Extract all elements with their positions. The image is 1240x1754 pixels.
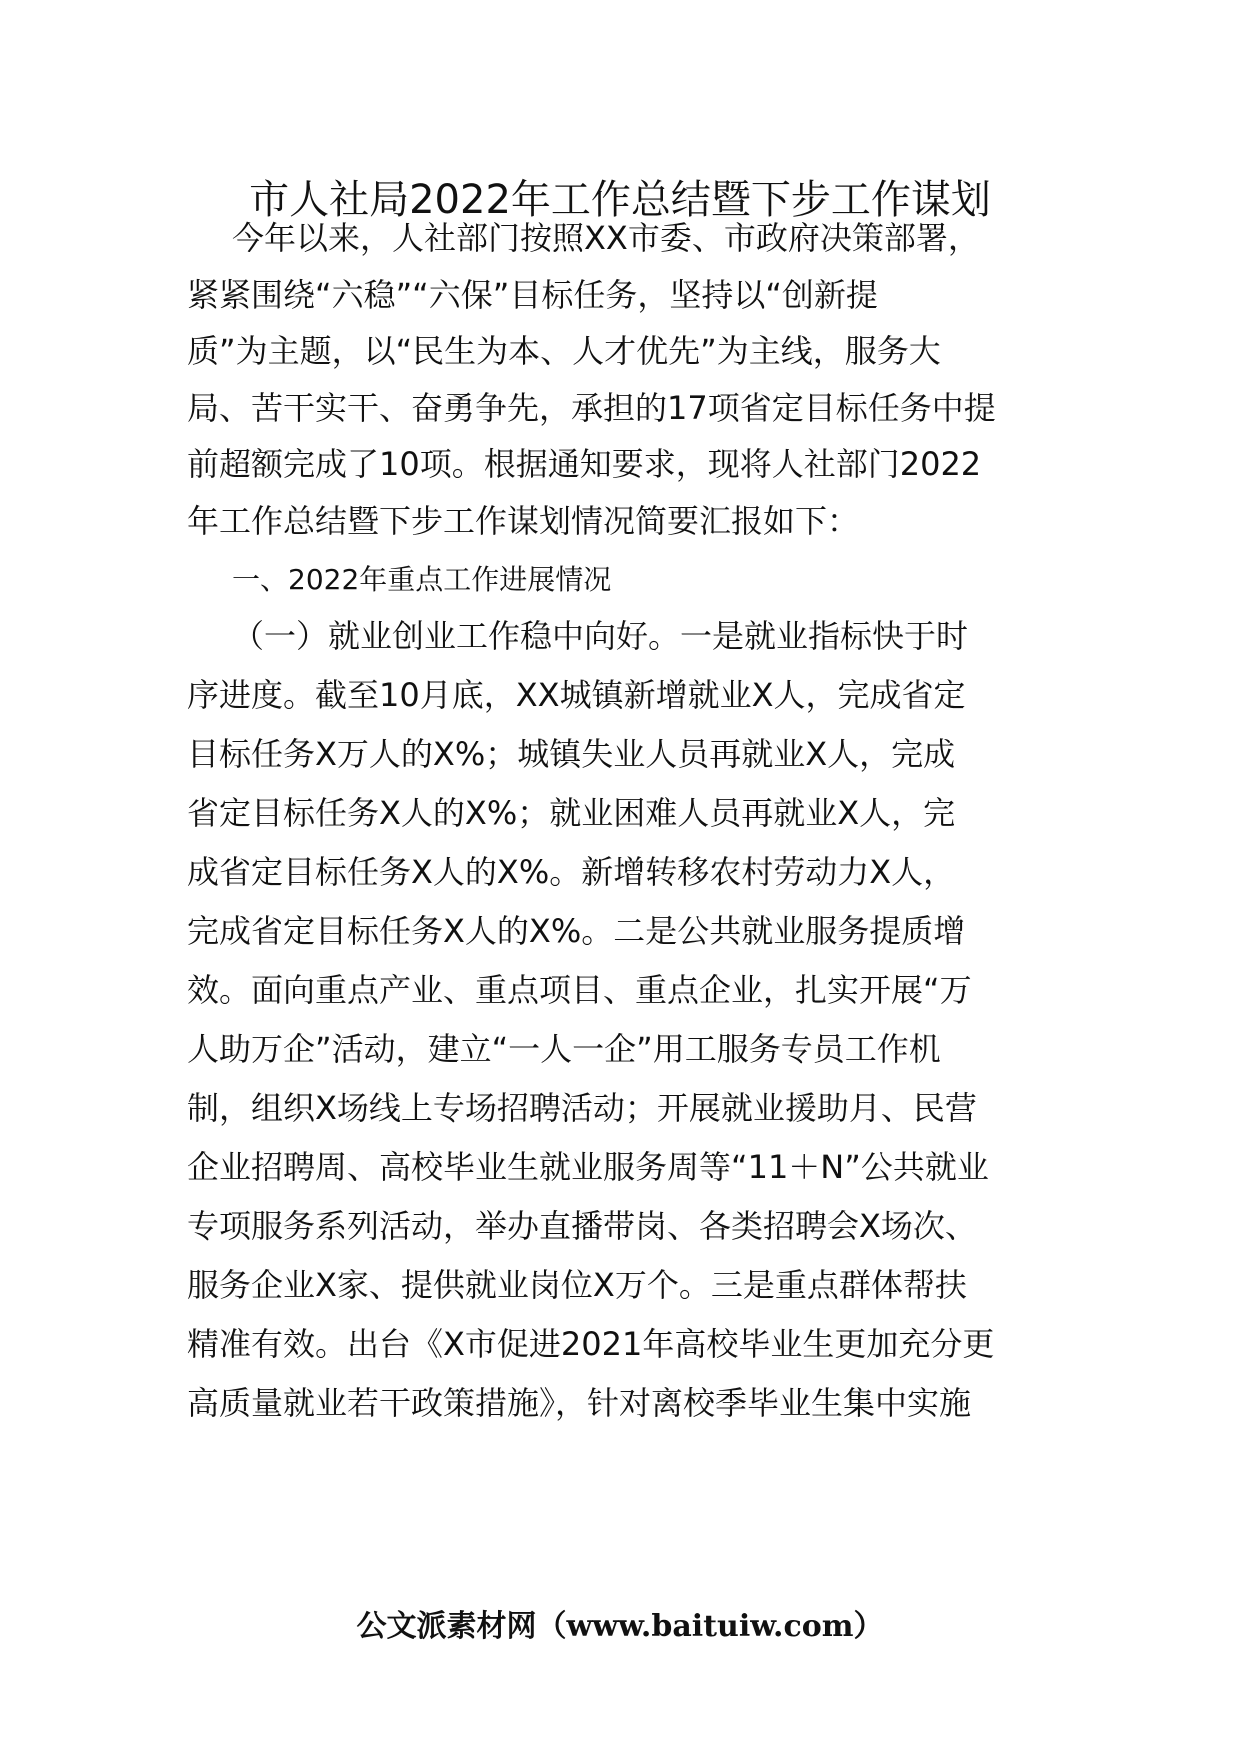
- paragraph-line: 服务企业X家、提供就业岗位X万个。三是重点群体帮扶: [187, 1266, 967, 1304]
- paragraph-line: 省定目标任务X人的X%；就业困难人员再就业X人，完: [187, 794, 956, 832]
- paragraph-line: 紧紧围绕“六稳”“六保”目标任务，坚持以“创新提: [187, 276, 878, 314]
- paragraph-line: 目标任务X万人的X%；城镇失业人员再就业X人，完成: [187, 735, 956, 773]
- paragraph-line: 局、苦干实干、奋勇争先，承担的17项省定目标任务中提: [187, 389, 996, 427]
- paragraph-line: 精准有效。出台《X市促进2021年高校毕业生更加充分更: [187, 1325, 995, 1363]
- paragraph-line: 今年以来，人社部门按照XX市委、市政府决策部署，: [232, 219, 980, 257]
- paragraph-line: （一）就业创业工作稳中向好。一是就业指标快于时: [232, 617, 969, 655]
- section-heading: 一、2022年重点工作进展情况: [232, 563, 612, 596]
- paragraph-line: 企业招聘周、高校毕业生就业服务周等“11＋N”公共就业: [187, 1148, 989, 1186]
- paragraph-line: 高质量就业若干政策措施》，针对离校季毕业生集中实施: [187, 1384, 972, 1422]
- document-title: 市人社局2022年工作总结暨下步工作谋划: [249, 177, 991, 223]
- paragraph-line: 人助万企”活动，建立“一人一企”用工服务专员工作机: [187, 1030, 941, 1068]
- paragraph-line: 制，组织X场线上专场招聘活动；开展就业援助月、民营: [187, 1089, 977, 1127]
- paragraph-line: 年工作总结暨下步工作谋划情况简要汇报如下：: [187, 502, 860, 540]
- paragraph-line: 效。面向重点产业、重点项目、重点企业，扎实开展“万: [187, 971, 972, 1009]
- footer-watermark: 公文派素材网（www.baituiw.com）: [356, 1609, 884, 1644]
- paragraph-line: 完成省定目标任务X人的X%。二是公共就业服务提质增: [187, 912, 966, 950]
- paragraph-line: 质”为主题，以“民生为本、人才优先”为主线，服务大: [187, 332, 941, 370]
- paragraph-line: 专项服务系列活动，举办直播带岗、各类招聘会X场次、: [187, 1207, 977, 1245]
- paragraph-line: 成省定目标任务X人的X%。新增转移农村劳动力X人，: [187, 853, 956, 891]
- paragraph-line: 前超额完成了10项。根据通知要求，现将人社部门2022: [187, 445, 982, 483]
- paragraph-line: 序进度。截至10月底，XX城镇新增就业X人，完成省定: [187, 676, 966, 714]
